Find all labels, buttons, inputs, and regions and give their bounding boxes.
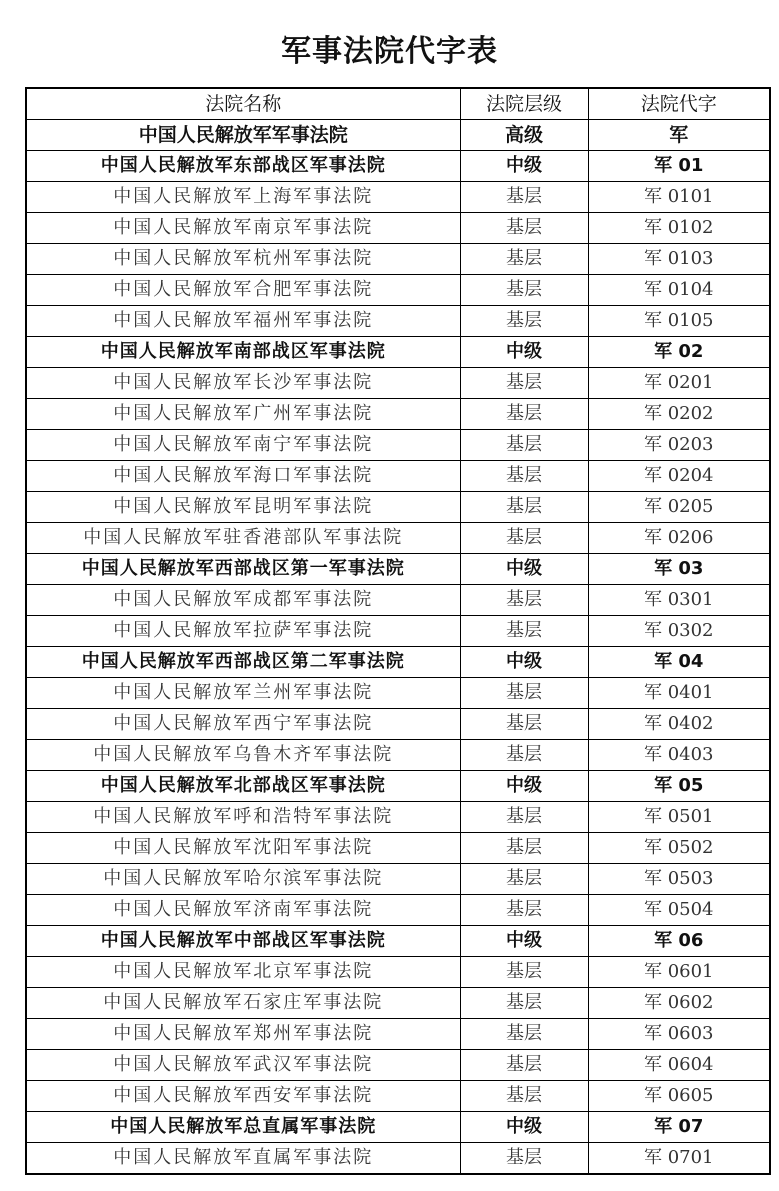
table-row <box>26 1143 770 1175</box>
page-title: 军事法院代字表 <box>281 34 498 70</box>
court-name-cell: 中国人民解放军西宁军事法院 <box>26 709 460 740</box>
court-code-cell: 军 01 <box>588 151 770 182</box>
court-code-cell: 军 0504 <box>588 895 770 926</box>
table-row <box>26 771 770 802</box>
court-code-table <box>25 87 771 1175</box>
table-row <box>26 616 770 647</box>
court-code-cell: 军 0501 <box>588 802 770 833</box>
court-code-cell: 军 02 <box>588 337 770 368</box>
table-row <box>26 1081 770 1112</box>
court-name-cell: 中国人民解放军济南军事法院 <box>26 895 460 926</box>
table-row <box>26 368 770 399</box>
court-name-cell: 中国人民解放军成都军事法院 <box>26 585 460 616</box>
table-row <box>26 554 770 585</box>
court-name-cell: 中国人民解放军广州军事法院 <box>26 399 460 430</box>
court-name-cell: 中国人民解放军合肥军事法院 <box>26 275 460 306</box>
court-code-cell: 军 0603 <box>588 1019 770 1050</box>
court-name-cell: 中国人民解放军军事法院 <box>26 120 460 151</box>
court-name-cell: 中国人民解放军郑州军事法院 <box>26 1019 460 1050</box>
header-row <box>26 88 770 120</box>
court-code-cell: 军 0601 <box>588 957 770 988</box>
court-code-cell: 军 0206 <box>588 523 770 554</box>
court-level-cell: 基层 <box>460 213 588 244</box>
court-code-cell: 军 0701 <box>588 1143 770 1175</box>
court-code-cell: 军 0605 <box>588 1081 770 1112</box>
court-code-cell: 军 0204 <box>588 461 770 492</box>
court-name-cell: 中国人民解放军直属军事法院 <box>26 1143 460 1175</box>
table-row <box>26 275 770 306</box>
header-court-level: 法院层级 <box>460 88 588 120</box>
court-name-cell: 中国人民解放军南宁军事法院 <box>26 430 460 461</box>
court-level-cell: 基层 <box>460 864 588 895</box>
court-name-cell: 中国人民解放军西部战区第一军事法院 <box>26 554 460 585</box>
table-row <box>26 988 770 1019</box>
court-level-cell: 中级 <box>460 926 588 957</box>
court-name-cell: 中国人民解放军西安军事法院 <box>26 1081 460 1112</box>
court-level-cell: 基层 <box>460 585 588 616</box>
table-row <box>26 306 770 337</box>
table-row <box>26 709 770 740</box>
table-row <box>26 678 770 709</box>
table-body <box>26 120 770 1175</box>
table-row <box>26 1019 770 1050</box>
court-name-cell: 中国人民解放军驻香港部队军事法院 <box>26 523 460 554</box>
court-level-cell: 基层 <box>460 895 588 926</box>
court-code-cell: 军 0502 <box>588 833 770 864</box>
table-row <box>26 492 770 523</box>
court-level-cell: 基层 <box>460 1143 588 1175</box>
court-name-cell: 中国人民解放军武汉军事法院 <box>26 1050 460 1081</box>
court-level-cell: 基层 <box>460 833 588 864</box>
court-level-cell: 基层 <box>460 492 588 523</box>
court-name-cell: 中国人民解放军兰州军事法院 <box>26 678 460 709</box>
court-code-cell: 军 0604 <box>588 1050 770 1081</box>
court-name-cell: 中国人民解放军昆明军事法院 <box>26 492 460 523</box>
court-code-cell: 军 0503 <box>588 864 770 895</box>
table-row <box>26 151 770 182</box>
table-row <box>26 957 770 988</box>
table-row <box>26 864 770 895</box>
court-level-cell: 基层 <box>460 957 588 988</box>
table-row <box>26 244 770 275</box>
table-row <box>26 213 770 244</box>
court-level-cell: 中级 <box>460 647 588 678</box>
table-row <box>26 926 770 957</box>
court-code-cell: 军 0602 <box>588 988 770 1019</box>
table-row <box>26 647 770 678</box>
court-level-cell: 基层 <box>460 678 588 709</box>
court-level-cell: 中级 <box>460 771 588 802</box>
court-level-cell: 基层 <box>460 802 588 833</box>
court-name-cell: 中国人民解放军沈阳军事法院 <box>26 833 460 864</box>
header-court-name: 法院名称 <box>26 88 460 120</box>
court-level-cell: 基层 <box>460 275 588 306</box>
table-row <box>26 399 770 430</box>
court-code-cell: 军 0401 <box>588 678 770 709</box>
court-code-cell: 军 0403 <box>588 740 770 771</box>
court-level-cell: 基层 <box>460 1081 588 1112</box>
court-name-cell: 中国人民解放军北部战区军事法院 <box>26 771 460 802</box>
court-level-cell: 基层 <box>460 182 588 213</box>
table-row <box>26 895 770 926</box>
court-level-cell: 基层 <box>460 988 588 1019</box>
court-name-cell: 中国人民解放军西部战区第二军事法院 <box>26 647 460 678</box>
court-name-cell: 中国人民解放军杭州军事法院 <box>26 244 460 275</box>
table-row <box>26 1050 770 1081</box>
court-code-cell: 军 0205 <box>588 492 770 523</box>
court-name-cell: 中国人民解放军上海军事法院 <box>26 182 460 213</box>
court-code-cell: 军 0104 <box>588 275 770 306</box>
court-level-cell: 基层 <box>460 740 588 771</box>
court-code-cell: 军 0202 <box>588 399 770 430</box>
court-level-cell: 基层 <box>460 1050 588 1081</box>
table-row <box>26 585 770 616</box>
table-row <box>26 802 770 833</box>
court-level-cell: 高级 <box>460 120 588 151</box>
table-row <box>26 523 770 554</box>
court-code-cell: 军 06 <box>588 926 770 957</box>
table-header <box>26 88 770 120</box>
court-name-cell: 中国人民解放军中部战区军事法院 <box>26 926 460 957</box>
court-code-cell: 军 0103 <box>588 244 770 275</box>
court-code-cell: 军 07 <box>588 1112 770 1143</box>
court-level-cell: 基层 <box>460 430 588 461</box>
court-level-cell: 中级 <box>460 1112 588 1143</box>
court-name-cell: 中国人民解放军乌鲁木齐军事法院 <box>26 740 460 771</box>
court-name-cell: 中国人民解放军海口军事法院 <box>26 461 460 492</box>
court-level-cell: 中级 <box>460 554 588 585</box>
table-row <box>26 430 770 461</box>
court-code-cell: 军 0101 <box>588 182 770 213</box>
court-name-cell: 中国人民解放军南京军事法院 <box>26 213 460 244</box>
court-level-cell: 中级 <box>460 337 588 368</box>
court-code-cell: 军 0302 <box>588 616 770 647</box>
table-row <box>26 120 770 151</box>
table-row <box>26 740 770 771</box>
court-name-cell: 中国人民解放军长沙军事法院 <box>26 368 460 399</box>
court-name-cell: 中国人民解放军福州军事法院 <box>26 306 460 337</box>
court-code-cell: 军 0402 <box>588 709 770 740</box>
court-level-cell: 基层 <box>460 709 588 740</box>
court-code-cell: 军 05 <box>588 771 770 802</box>
court-level-cell: 基层 <box>460 461 588 492</box>
court-level-cell: 基层 <box>460 616 588 647</box>
court-code-cell: 军 <box>588 120 770 151</box>
court-name-cell: 中国人民解放军哈尔滨军事法院 <box>26 864 460 895</box>
table-row <box>26 461 770 492</box>
court-name-cell: 中国人民解放军拉萨军事法院 <box>26 616 460 647</box>
court-code-cell: 军 0301 <box>588 585 770 616</box>
court-code-cell: 军 0105 <box>588 306 770 337</box>
table-row <box>26 182 770 213</box>
court-name-cell: 中国人民解放军石家庄军事法院 <box>26 988 460 1019</box>
court-level-cell: 基层 <box>460 368 588 399</box>
court-name-cell: 中国人民解放军南部战区军事法院 <box>26 337 460 368</box>
court-level-cell: 基层 <box>460 523 588 554</box>
court-code-cell: 军 0102 <box>588 213 770 244</box>
court-level-cell: 中级 <box>460 151 588 182</box>
court-name-cell: 中国人民解放军总直属军事法院 <box>26 1112 460 1143</box>
court-code-cell: 军 03 <box>588 554 770 585</box>
table-row <box>26 1112 770 1143</box>
header-court-code: 法院代字 <box>588 88 770 120</box>
court-code-cell: 军 0203 <box>588 430 770 461</box>
court-level-cell: 基层 <box>460 244 588 275</box>
table-row <box>26 833 770 864</box>
court-name-cell: 中国人民解放军北京军事法院 <box>26 957 460 988</box>
court-code-cell: 军 04 <box>588 647 770 678</box>
court-level-cell: 基层 <box>460 399 588 430</box>
court-level-cell: 基层 <box>460 1019 588 1050</box>
table-row <box>26 337 770 368</box>
court-name-cell: 中国人民解放军东部战区军事法院 <box>26 151 460 182</box>
court-level-cell: 基层 <box>460 306 588 337</box>
court-code-cell: 军 0201 <box>588 368 770 399</box>
court-name-cell: 中国人民解放军呼和浩特军事法院 <box>26 802 460 833</box>
